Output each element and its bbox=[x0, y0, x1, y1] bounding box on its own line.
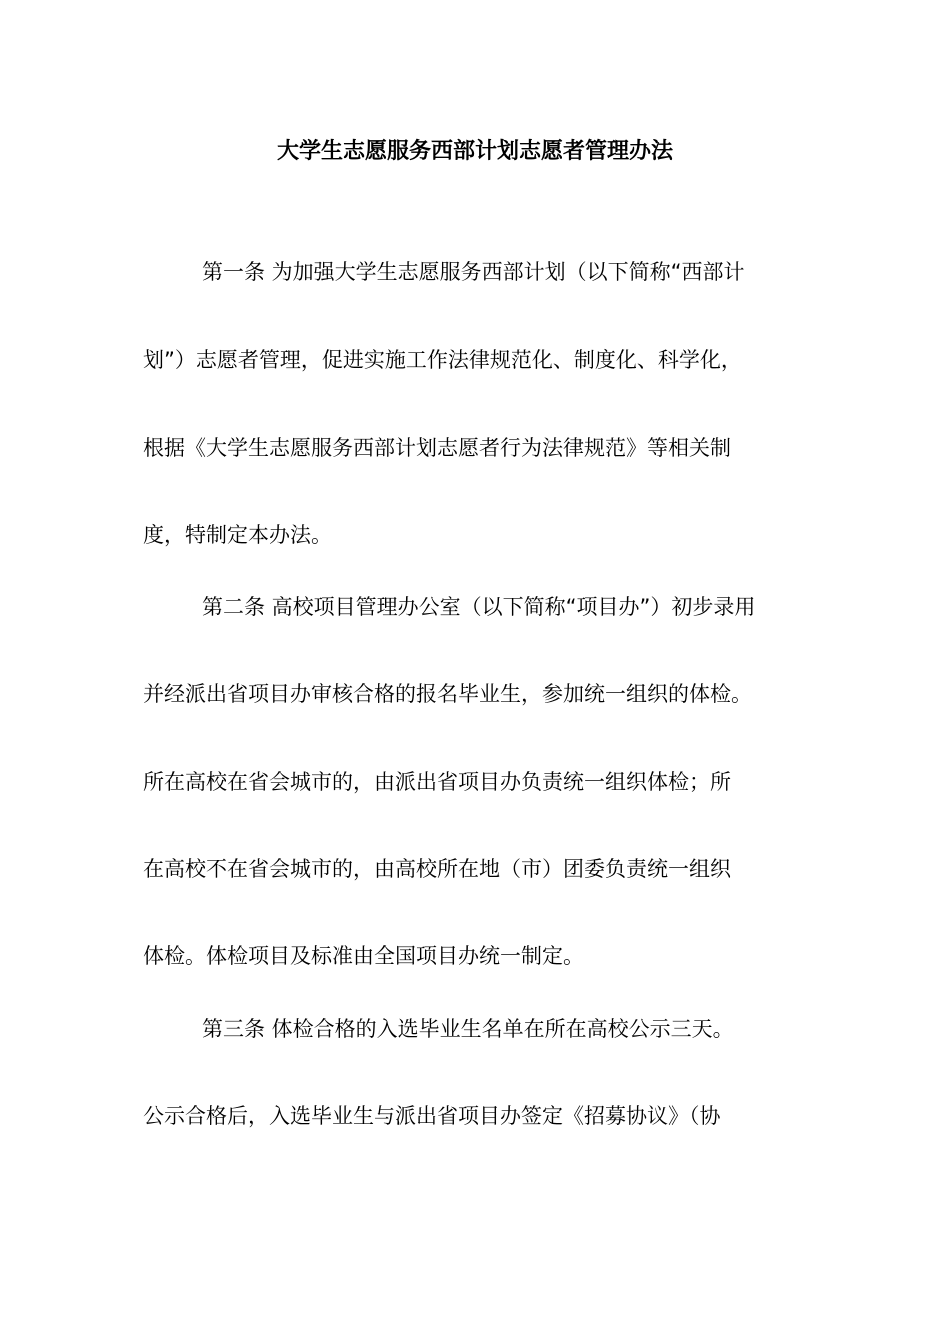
article-1-line-2: 划”）志愿者管理，促进实施工作法律规范化、制度化、科学化， bbox=[143, 348, 742, 372]
article-1-line-3: 根据《大学生志愿服务西部计划志愿者行为法律规范》等相关制 bbox=[143, 436, 731, 460]
document-title: 大学生志愿服务西部计划志愿者管理办法 bbox=[276, 139, 673, 164]
article-2-line-2: 并经派出省项目办审核合格的报名毕业生，参加统一组织的体检。 bbox=[143, 682, 752, 706]
article-2-line-4: 在高校不在省会城市的，由高校所在地（市）团委负责统一组织 bbox=[143, 857, 731, 881]
article-2-line-5: 体检。体检项目及标准由全国项目办统一制定。 bbox=[143, 944, 584, 968]
article-1-line-1: 第一条 为加强大学生志愿服务西部计划（以下简称“西部计 bbox=[202, 260, 745, 284]
article-2-line-3: 所在高校在省会城市的，由派出省项目办负责统一组织体检；所 bbox=[143, 770, 731, 794]
article-2-line-1: 第二条 高校项目管理办公室（以下简称“项目办”）初步录用 bbox=[202, 595, 756, 619]
article-3-line-1: 第三条 体检合格的入选毕业生名单在所在高校公示三天。 bbox=[202, 1017, 734, 1041]
article-1-line-4: 度，特制定本办法。 bbox=[143, 523, 332, 547]
article-3-line-2: 公示合格后，入选毕业生与派出省项目办签定《招募协议》（协 bbox=[143, 1104, 721, 1128]
